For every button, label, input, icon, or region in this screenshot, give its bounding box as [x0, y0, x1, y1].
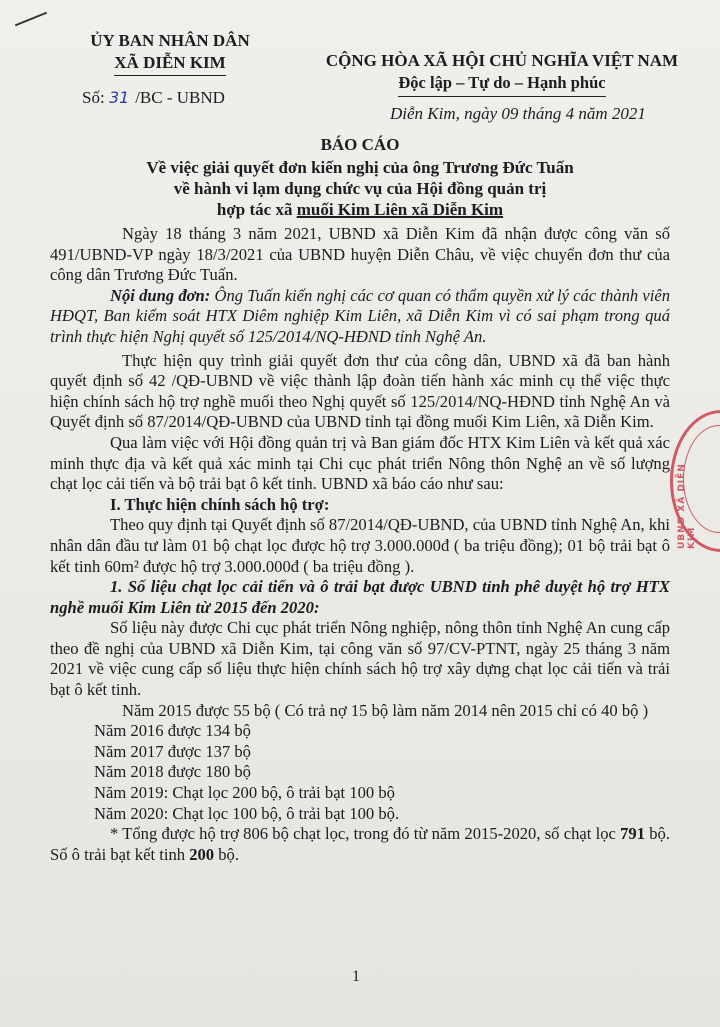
paragraph-receipt: Ngày 18 tháng 3 năm 2021, UBND xã Diễn Kim đã nhận được công văn số 491/UBND-VP ngày 18/3/2021 của UBND huyện Diễn Châu, về việc chuyển đơn thư của công dân Trương Đức Tuấn.: [50, 224, 670, 285]
list-item: Năm 2018 được 180 bộ: [94, 762, 251, 782]
paragraph-verification: Qua làm việc với Hội đồng quản trị và Ban giám đốc HTX Kim Liên và kết quả xác minh thực địa và kết quả xác minh tại Chi cục phát triển Nông thôn Nghệ an về số lượng chạt lọc cải tiến và bộ trải bạt ô kết tinh. UBND xã báo cáo như sau:: [50, 432, 670, 494]
report-type: BÁO CÁO: [320, 135, 400, 154]
report-body: [50, 224, 670, 865]
org-line-2: XÃ DIỄN KIM: [114, 52, 225, 76]
doc-no-suffix: /BC - UBND: [135, 88, 225, 107]
org-line-1: ỦY BAN NHÂN DÂN: [90, 31, 250, 50]
paragraph-procedure: Thực hiện quy trình giải quyết đơn thư của công dân, UBND xã đã ban hành quyết định số 42 /QĐ-UBND về việc thành lập đoàn tiến hành xác minh cụ thể việc thực hiện chính sách hộ trợ nghề muối theo Nghị quyết số 125/2014/NQ-HĐND tỉnh Nghệ An và Quyết định số 87/2014/QĐ-UBND của UBND tỉnh tại đồng muối Kim Liên, xã Diễn Kim.: [50, 350, 670, 432]
paragraph-data-source: Số liệu này được Chi cục phát triển Nông nghiệp, nông thôn tỉnh Nghệ An cung cấp theo đề nghị của UBND xã Diễn Kim, tại công văn số 97/CV-PTNT, ngày 25 tháng 3 năm 2021 về việc cung cấp số liệu thực hiện chính sách hộ trợ xây dựng chạt lọc cải tiến và trải bạt ô kết tinh.: [50, 618, 670, 700]
doc-no-prefix: Số:: [82, 88, 105, 107]
issue-date: Diễn Kim, ngày 09 tháng 4 năm 2021: [390, 104, 646, 123]
pen-mark: [15, 12, 47, 27]
list-item: Năm 2016 được 134 bộ: [94, 721, 251, 741]
petition-label: Nội dung đơn:: [110, 285, 211, 305]
paragraph-total: * Tổng được hộ trợ 806 bộ chạt lọc, trong đó từ năm 2015-2020, số chạt lọc 791 bộ. Số ô trải bạt kết tinh 200 bộ.: [50, 824, 670, 864]
issuing-authority: [55, 30, 285, 76]
paragraph-petition-content: Nội dung đơn: Ông Tuấn kiến nghị các cơ quan có thẩm quyền xử lý các thành viên HĐQT, Ban kiểm soát HTX Diêm nghiệp Kim Liên, xã Diễn Kim vì có sai phạm trong quá trình thực hiện Nghị quyết số 125/2014/NQ-HĐND tỉnh Nghệ An.: [50, 285, 671, 346]
report-subject: [0, 157, 720, 220]
page-number: 1: [352, 968, 360, 985]
list-item: Năm 2020: Chạt lọc 100 bộ, ô trải bạt 100 bộ.: [94, 803, 400, 823]
paragraph-regulation: Theo quy định tại Quyết định số 87/2014/QĐ-UBND, của UBND tỉnh Nghệ An, khi nhân dân đầu tư làm 01 bộ chạt lọc được hộ trợ 3.000.000đ ( ba triệu đồng); 01 bộ trải bạt ô kết tinh 60m² được hộ trợ 3.000.000đ ( ba triệu đồng ).: [50, 515, 670, 576]
national-heading: [292, 50, 712, 97]
national-motto: Độc lập – Tự do – Hạnh phúc: [398, 72, 605, 97]
seal-text: UBND XÃ DIỄN KIM: [677, 463, 697, 549]
subsection-heading-1: 1. Số liệu chạt lọc cải tiến và ô trải bạt được UBND tỉnh phê duyệt hộ trợ HTX nghề muối Kim Liên từ 2015 đến 2020:: [50, 577, 670, 617]
subject-line-2: về hành vi lạm dụng chức vụ của Hội đồng quản trị: [173, 179, 547, 198]
year-2015: Năm 2015 được 55 bộ ( Có trả nợ 15 bộ làm năm 2014 nên 2015 chỉ có 40 bộ ): [122, 700, 649, 720]
subject-line-3: hợp tác xã muối Kim Liên xã Diễn Kim: [216, 200, 504, 219]
document-number: [82, 88, 225, 108]
nation-name: CỘNG HÒA XÃ HỘI CHỦ NGHĨA VIỆT NAM: [325, 51, 679, 70]
list-item: Năm 2019: Chạt lọc 200 bộ, ô trải bạt 100 bộ: [94, 783, 395, 803]
year-list: [50, 721, 670, 824]
doc-no-handwritten: 31: [108, 88, 130, 107]
subject-line-1: Về việc giải quyết đơn kiến nghị của ông Trương Đức Tuấn: [146, 158, 574, 177]
official-seal: [670, 410, 720, 552]
section-heading-1: I. Thực hiện chính sách hộ trợ:: [110, 494, 330, 514]
list-item: Năm 2017 được 137 bộ: [94, 741, 251, 761]
